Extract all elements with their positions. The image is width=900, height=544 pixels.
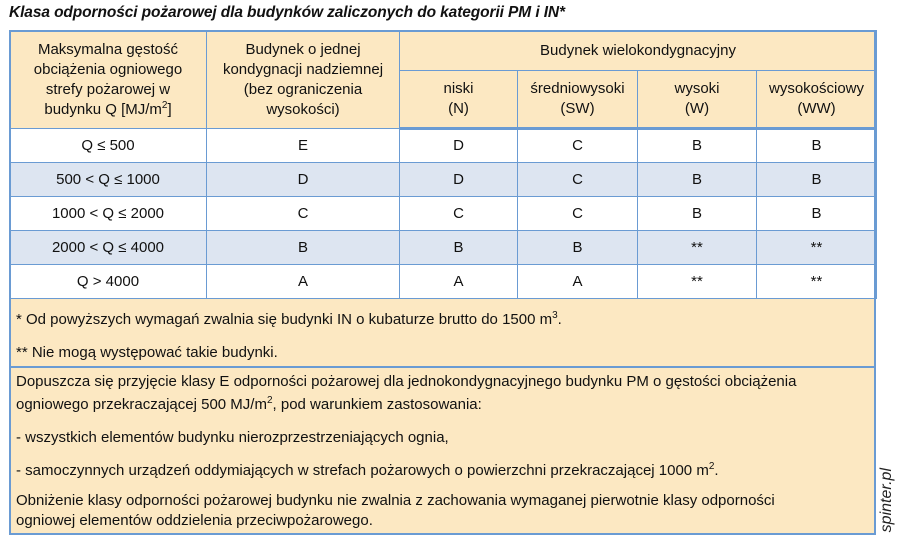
table-title: Klasa odporności pożarowej dla budynków zaliczonych do kategorii PM i IN*	[9, 4, 565, 21]
note-paragraph-2-line-1: Obniżenie klasy odporności pożarowej budynku nie zwalnia z zachowania wymaganej pierwotnie klasy odporności	[16, 492, 775, 509]
watermark: spinter.pl	[878, 467, 895, 532]
table-row: Q > 4000 A A A ** **	[10, 265, 877, 299]
table-frame	[9, 30, 876, 535]
header-wysokosciowy: wysokościowy (WW)	[757, 71, 877, 129]
header-multi-storey: Budynek wielokondygnacyjny	[400, 31, 877, 71]
table-row: Q ≤ 500 E D C B B	[10, 129, 877, 163]
note-paragraph-1-line-2: ogniowego przekraczającej 500 $MJ/m^2$, pod warunkiem zastosowania:	[16, 395, 482, 413]
table-row: 2000 < Q ≤ 4000 B B B ** **	[10, 231, 877, 265]
header-niski: niski (N)	[400, 71, 518, 129]
note-bullet-1: - wszystkich elementów budynku nierozprzestrzeniających ognia,	[16, 429, 449, 446]
header-wysoki: wysoki (W)	[638, 71, 757, 129]
header-sredniowysoki: średniowysoki (SW)	[518, 71, 638, 129]
note-bullet-2: - samoczynnych urządzeń oddymiających w strefach pożarowych o powierzchni przekraczającej 1000 $m^2$.	[16, 461, 719, 479]
note-paragraph-2-line-2: ogniowej elementów oddzielenia przeciwpożarowego.	[16, 512, 373, 529]
header-single-storey: Budynek o jednej kondygnacji nadziemnej (bez ograniczenia wysokości)	[207, 31, 400, 129]
footnote-1: * Od powyższych wymagań zwalnia się budynki IN o kubaturze brutto do 1500 $m^3$.	[16, 310, 562, 328]
footnote-2: ** Nie mogą występować takie budynki.	[16, 344, 278, 361]
table-row: 1000 < Q ≤ 2000 C C C B B	[10, 197, 877, 231]
note-paragraph-1-line-1: Dopuszcza się przyjęcie klasy E odporności pożarowej dla jednokondygnacyjnego budynku PM o gęstości obciążenia	[16, 373, 797, 390]
table-row: 500 < Q ≤ 1000 D D C B B	[10, 163, 877, 197]
header-fire-load: Maksymalna gęstość obciążenia ogniowego strefy pożarowej w budynku Q $[MJ/m^2]$	[10, 31, 207, 129]
